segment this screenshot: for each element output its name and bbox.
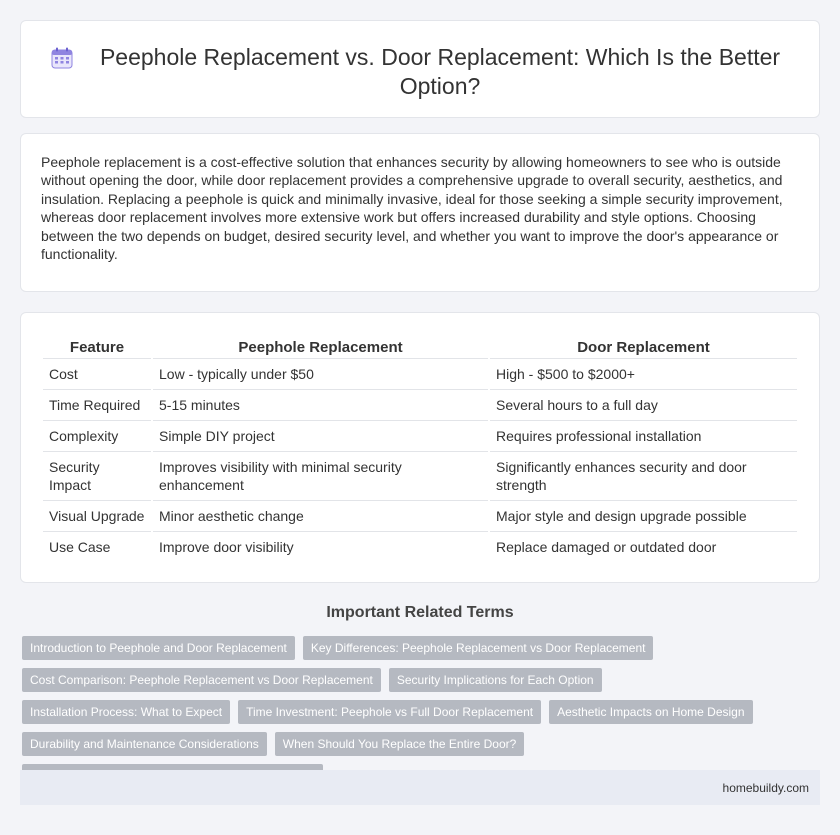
table-row <box>43 421 797 452</box>
table-cell: Significantly enhances security and door strength <box>490 452 797 501</box>
table-cell: Improves visibility with minimal security enhancement <box>153 452 488 501</box>
related-term-link[interactable]: Key Differences: Peephole Replacement vs Door Replacement <box>303 636 654 660</box>
intro-card <box>20 133 820 292</box>
footer-site-link[interactable]: homebuildy.com <box>722 781 809 795</box>
table-cell: Simple DIY project <box>153 421 488 452</box>
related-term-link[interactable]: Durability and Maintenance Considerations <box>22 732 267 756</box>
table-cell: Low - typically under $50 <box>153 359 488 390</box>
table-cell: Major style and design upgrade possible <box>490 501 797 532</box>
table-cell: Cost <box>43 359 151 390</box>
intro-paragraph: Peephole replacement is a cost-effective solution that enhances security by allowing homeowners to see who is outside without opening the door, while door replacement provides a comprehensive upgrade to overall security, aesthetics, and insulation. Replacing a peephole is quick and minimally invasive, ideal for those seeking a simple security improvement, whereas door replacement involves more extensive work but offers increased durability and style options. Choosing between the two depends on budget, desired security level, and whether you want to improve the door's appearance or functionality. <box>41 154 783 263</box>
table-cell: Time Required <box>43 390 151 421</box>
table-cell: Security Impact <box>43 452 151 501</box>
related-terms-heading: Important Related Terms <box>326 604 514 621</box>
header-feature: Feature <box>43 333 151 359</box>
table-cell: Replace damaged or outdated door <box>496 539 717 555</box>
related-term-link[interactable]: Cost Comparison: Peephole Replacement vs Door Replacement <box>22 668 381 692</box>
table-row <box>43 452 797 501</box>
related-term-link[interactable]: Introduction to Peephole and Door Replacement <box>22 636 295 660</box>
table-row <box>43 501 797 532</box>
table-cell: High - $500 to $2000+ <box>490 359 797 390</box>
related-term-link[interactable]: Installation Process: What to Expect <box>22 700 230 724</box>
comparison-table <box>41 333 799 562</box>
related-term-link[interactable]: Security Implications for Each Option <box>389 668 602 692</box>
related-term-link[interactable]: When Should You Replace the Entire Door? <box>275 732 525 756</box>
table-header-row <box>43 333 797 359</box>
page-title: Peephole Replacement vs. Door Replacement: Which Is the Better Option? <box>99 44 781 99</box>
related-term-link[interactable]: Aesthetic Impacts on Home Design <box>549 700 752 724</box>
related-term-link[interactable]: Time Investment: Peephole vs Full Door Replacement <box>238 700 541 724</box>
table-row <box>43 359 797 390</box>
table-cell: Complexity <box>43 421 151 452</box>
table-cell: 5-15 minutes <box>153 390 488 421</box>
footer <box>20 770 820 805</box>
header-door: Door Replacement <box>490 333 797 359</box>
table-cell: Requires professional installation <box>490 421 797 452</box>
table-row <box>43 390 797 421</box>
calendar-icon <box>51 47 73 69</box>
title-card <box>20 20 820 118</box>
table-cell: Improve door visibility <box>159 539 294 555</box>
header-peephole: Peephole Replacement <box>153 333 488 359</box>
table-row <box>43 532 797 562</box>
table-cell: Use Case <box>49 539 111 555</box>
table-cell: Visual Upgrade <box>43 501 151 532</box>
table-cell: Minor aesthetic change <box>153 501 488 532</box>
comparison-card <box>20 312 820 583</box>
table-cell: Several hours to a full day <box>490 390 797 421</box>
